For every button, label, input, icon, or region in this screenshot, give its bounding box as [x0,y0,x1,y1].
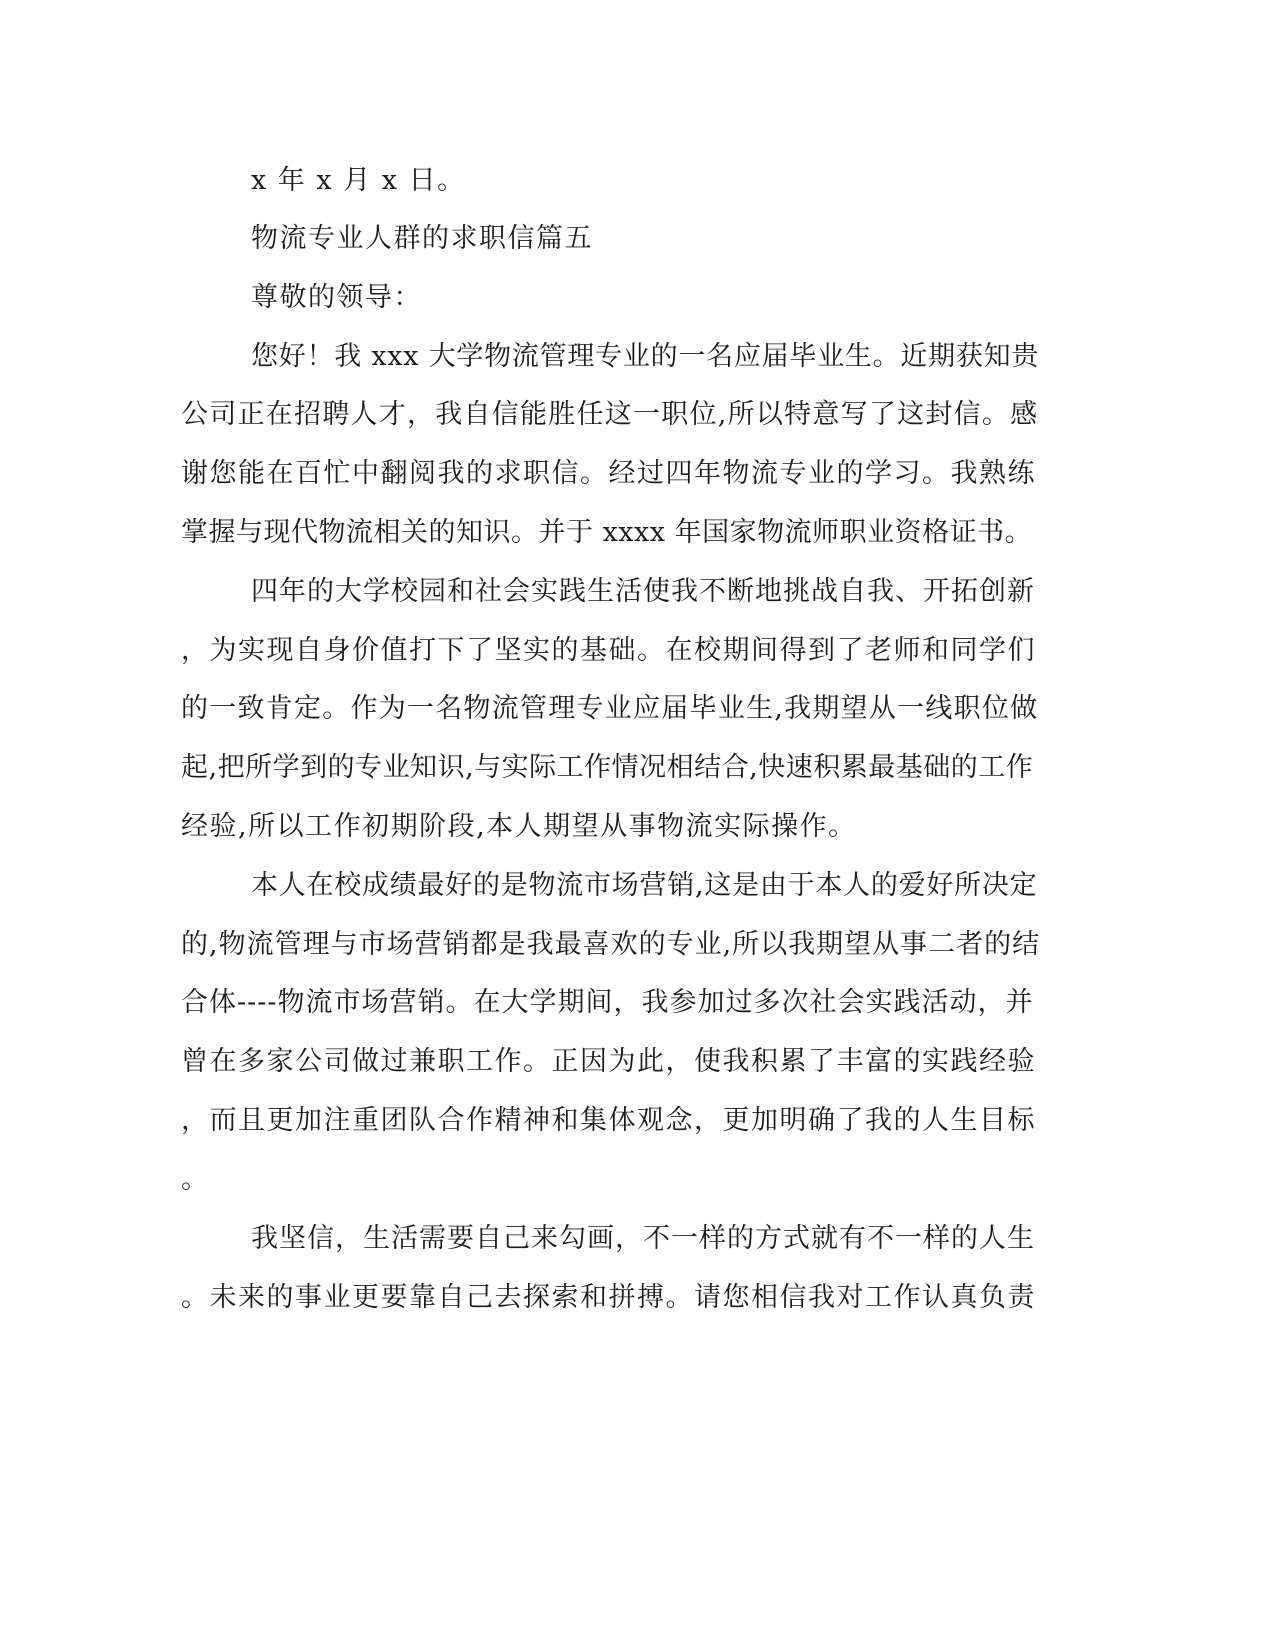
paragraph-1-line-3: 谢您能在百忙中翻阅我的求职信。经过四年物流专业的学习。我熟练 [181,458,1036,489]
letter-title: 物流专业人群的求职信篇五 [251,223,593,254]
paragraph-1-line-2: 公司正在招聘人才，我自信能胜任这一职位,所以特意写了这封信。感 [181,399,1039,430]
salutation: 尊敬的领导： [251,282,422,313]
paragraph-3-line-4: 曾在多家公司做过兼职工作。正因为此，使我积累了丰富的实践经验 [181,1046,1036,1077]
paragraph-2-line-3: 的一致肯定。作为一名物流管理专业应届毕业生,我期望从一线职位做 [181,693,1039,724]
paragraph-1-line-4: 掌握与现代物流相关的知识。并于 xxxx 年国家物流师职业资格证书。 [181,517,1033,548]
paragraph-1-line-1: 您好！我 xxx 大学物流管理专业的一名应届毕业生。近期获知贵 [251,341,1040,372]
paragraph-2-line-1: 四年的大学校园和社会实践生活使我不断地挑战自我、开拓创新 [251,576,1035,607]
paragraph-3-line-3: 合体----物流市场营销。在大学期间，我参加过多次社会实践活动，并 [181,987,1034,1018]
paragraph-2-line-4: 起,把所学到的专业知识,与实际工作情况相结合,快速积累最基础的工作 [181,752,1034,783]
paragraph-4-line-2: 。未来的事业更要靠自己去探索和拼搏。请您相信我对工作认真负责 [181,1282,1036,1313]
paragraph-3-line-1: 本人在校成绩最好的是物流市场营销,这是由于本人的爱好所决定 [251,870,1038,901]
paragraph-3-line-6: 。 [181,1164,210,1195]
paragraph-3-line-5: ，而且更加注重团队合作精神和集体观念，更加明确了我的人生目标 [181,1105,1036,1136]
date-line: x 年 x 月 x 日。 [251,165,466,196]
paragraph-4-line-1: 我坚信，生活需要自己来勾画，不一样的方式就有不一样的人生 [251,1223,1035,1254]
paragraph-3-line-2: 的,物流管理与市场营销都是我最喜欢的专业,所以我期望从事二者的结 [181,929,1041,960]
paragraph-2-line-2: ，为实现自身价值打下了坚实的基础。在校期间得到了老师和同学们 [181,635,1036,666]
paragraph-2-line-5: 经验,所以工作初期阶段,本人期望从事物流实际操作。 [181,811,857,842]
